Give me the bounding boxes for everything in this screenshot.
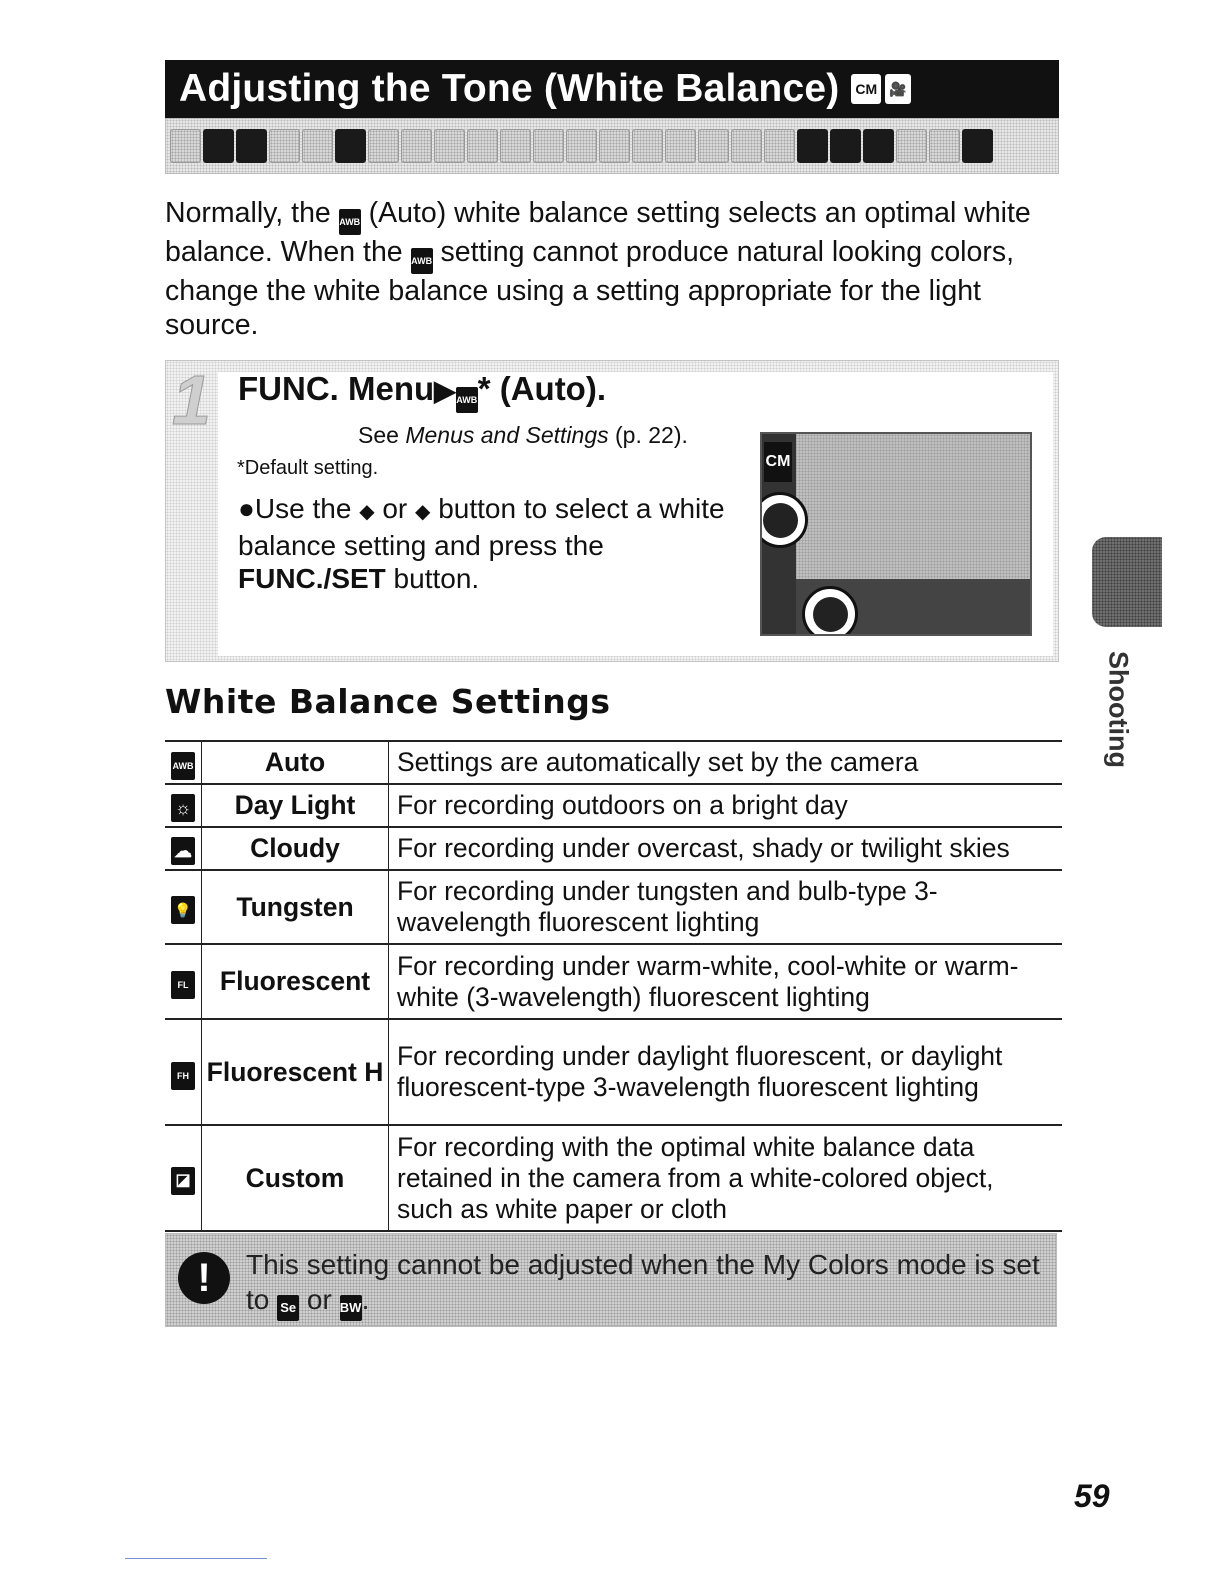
custom-wb-icon	[165, 1125, 202, 1231]
mode-fireworks-icon	[566, 129, 597, 163]
table-row	[165, 944, 1062, 1019]
fluorescent-h-icon	[165, 1019, 202, 1125]
wb-description: For recording with the optimal white balance data retained in the camera from a white-colored object, such as white paper or cloth	[389, 1125, 1063, 1231]
mode-manual-icon	[203, 129, 234, 163]
awb-option-icon	[802, 586, 858, 636]
mode-landscape-icon	[302, 129, 333, 163]
mode-iso-icon	[665, 129, 696, 163]
step-number: 1	[172, 361, 211, 439]
wb-description: Settings are automatically set by the camera	[389, 741, 1063, 784]
intro-text: setting cannot produce natural looking colors, change the white balance using a setting appropriate for the light source.	[165, 236, 1015, 341]
daylight-icon	[165, 784, 202, 827]
wb-name: Custom	[202, 1125, 389, 1231]
wb-name: Fluorescent	[202, 944, 389, 1019]
section-heading: White Balance Settings	[165, 682, 611, 721]
table-row	[165, 1019, 1062, 1125]
step-instruction	[238, 492, 748, 595]
mode-kids-icon	[401, 129, 432, 163]
chapter-tab	[1092, 537, 1162, 627]
step-title-text: * (Auto).	[477, 370, 606, 407]
table-row	[165, 784, 1062, 827]
wb-description: For recording outdoors on a bright day	[389, 784, 1063, 827]
mode-movie-swap-icon	[929, 129, 960, 163]
mode-snow-icon	[500, 129, 531, 163]
mode-indoor-icon	[434, 129, 465, 163]
mode-beach-icon	[533, 129, 564, 163]
wb-description: For recording under overcast, shady or twilight skies	[389, 827, 1063, 870]
table-row	[165, 1125, 1062, 1231]
table-row	[165, 741, 1062, 784]
page-title-bar	[165, 60, 1059, 118]
wb-description: For recording under warm-white, cool-white or warm-white (3-wavelength) fluorescent lighting	[389, 944, 1063, 1019]
page-number: 59	[1074, 1478, 1110, 1514]
caution-text-part: or	[299, 1284, 340, 1315]
fluorescent-h-icon: FH	[171, 1062, 195, 1090]
cloudy-icon	[165, 827, 202, 870]
step-title	[238, 370, 606, 413]
mode-movie-fast-icon	[830, 129, 861, 163]
shooting-mode-strip	[165, 118, 1059, 174]
mode-movie-std-icon	[797, 129, 828, 163]
mode-underwater-icon	[632, 129, 663, 163]
wb-description: For recording under daylight fluorescent, or daylight fluorescent-type 3-wavelength fluorescent lighting	[389, 1019, 1063, 1125]
ref-text: (p. 22).	[608, 422, 688, 448]
mode-foliage-icon	[467, 129, 498, 163]
white-balance-table	[165, 740, 1062, 1232]
mode-night-icon	[368, 129, 399, 163]
right-button-icon: ◆	[415, 501, 431, 523]
mode-auto-icon	[170, 129, 201, 163]
mode-movie-timelapse-icon	[962, 129, 993, 163]
func-set-label: FUNC./SET	[238, 563, 386, 594]
chapter-label	[1078, 644, 1138, 779]
cm-mode-icon: CM	[764, 442, 792, 482]
awb-icon: AWB	[339, 209, 361, 235]
fluorescent-icon: FL	[171, 971, 195, 999]
auto-wb-icon: AWB	[171, 752, 195, 780]
mode-movie-accent-icon	[896, 129, 927, 163]
daylight-icon: ☼	[171, 794, 195, 822]
page-reference	[358, 422, 688, 449]
wb-name: Day Light	[202, 784, 389, 827]
ref-link-text: Menus and Settings	[405, 422, 609, 448]
awb-icon: AWB	[411, 248, 433, 274]
instr-text: button to select a white balance setting and press the	[238, 493, 725, 561]
wb-name: Cloudy	[202, 827, 389, 870]
fluorescent-icon	[165, 944, 202, 1019]
table-row	[165, 870, 1062, 944]
wb-description: For recording under tungsten and bulb-type 3-wavelength fluorescent lighting	[389, 870, 1063, 944]
footer-rule	[125, 1558, 267, 1559]
step-title-text: FUNC. Menu	[238, 370, 435, 407]
mode-aquarium-icon	[599, 129, 630, 163]
custom-wb-icon: ◪	[171, 1167, 195, 1195]
intro-text: (Auto) white balance setting selects an optimal white balance. When the	[165, 197, 1031, 268]
wb-name: Fluorescent H	[202, 1019, 389, 1125]
chapter-label-text: Shooting	[1103, 651, 1134, 768]
movie-mode-icon: 🎥	[885, 74, 910, 104]
auto-wb-icon	[165, 741, 202, 784]
instr-text: button.	[385, 563, 480, 594]
awb-selected-icon	[760, 492, 808, 548]
instr-text: or	[374, 493, 416, 524]
page-title: Adjusting the Tone (White Balance)	[179, 67, 840, 110]
awb-icon: AWB	[456, 387, 478, 413]
instr-text: ●Use the	[238, 493, 360, 524]
mode-color-accent-icon	[698, 129, 729, 163]
mode-stitch-assist-icon	[764, 129, 795, 163]
intro-paragraph	[165, 196, 1065, 342]
mode-special-icon	[335, 129, 366, 163]
mode-portrait-icon	[269, 129, 300, 163]
intro-text: Normally, the	[165, 197, 339, 229]
mode-stitch-icon	[236, 129, 267, 163]
ref-text: See	[358, 422, 406, 448]
left-button-icon: ◆	[359, 501, 375, 523]
bw-icon: BW	[340, 1295, 362, 1321]
wb-name: Auto	[202, 741, 389, 784]
tungsten-icon	[165, 870, 202, 944]
default-setting-note: *Default setting.	[237, 457, 379, 479]
mode-movie-compact-icon	[863, 129, 894, 163]
sepia-icon: Se	[277, 1295, 299, 1321]
wb-name: Tungsten	[202, 870, 389, 944]
caution-text	[246, 1247, 1046, 1321]
caution-text-part: This setting cannot be adjusted when the My Colors mode is set to	[246, 1249, 1040, 1315]
tungsten-icon: 💡	[171, 896, 195, 924]
caution-text-part: .	[361, 1284, 370, 1315]
arrow-right-icon: ▶	[434, 375, 456, 406]
cloudy-icon: ☁	[171, 837, 195, 865]
table-row	[165, 827, 1062, 870]
camera-mode-icon: CM	[851, 74, 881, 104]
caution-icon: !	[178, 1252, 230, 1304]
mode-color-swap-icon	[731, 129, 762, 163]
camera-lcd-illustration	[760, 432, 1032, 636]
